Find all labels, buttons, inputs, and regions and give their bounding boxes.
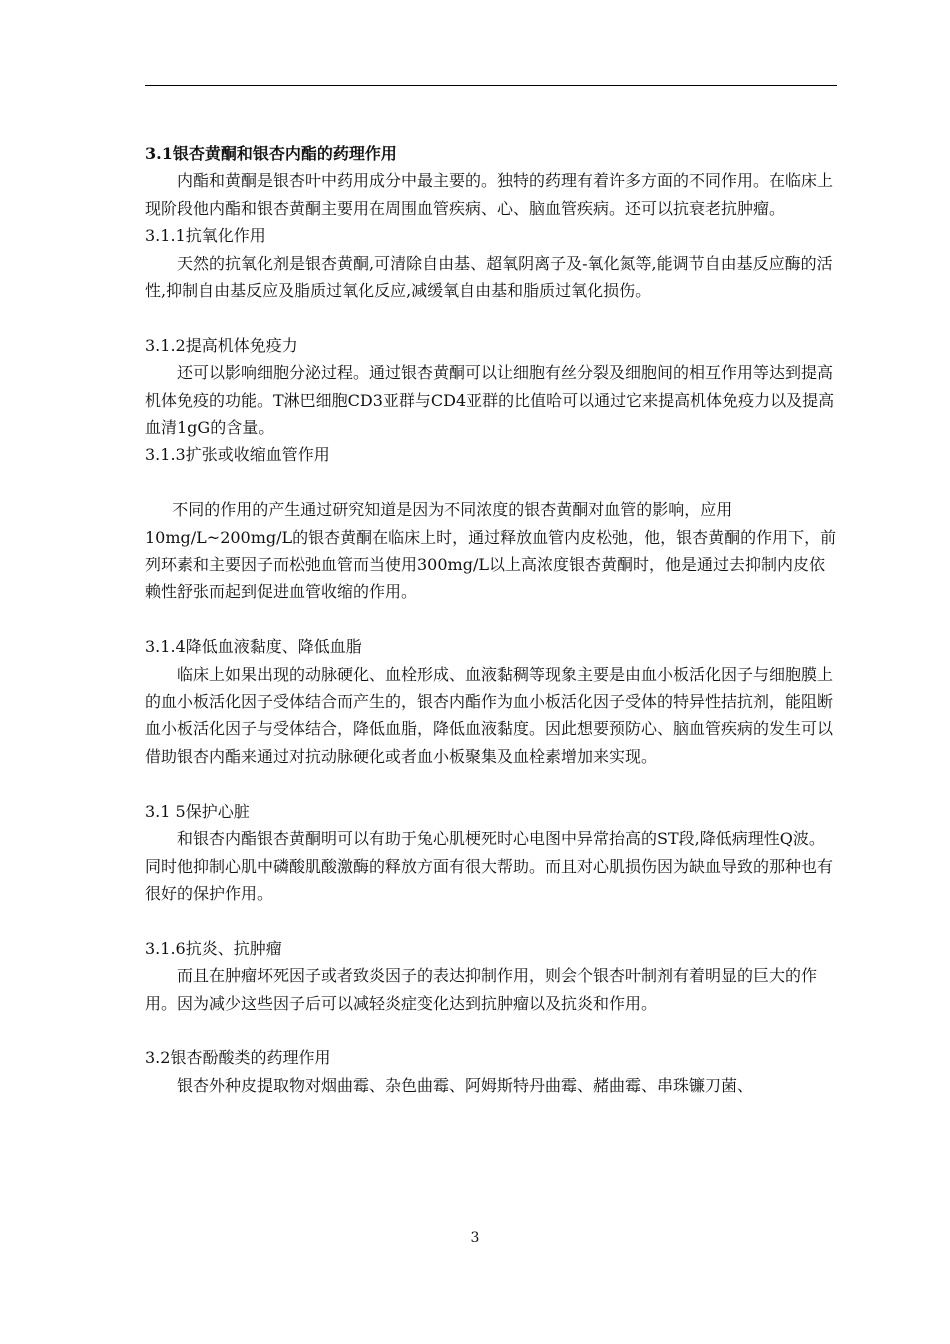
- section-3-1-4-title: 3.1.4降低血液黏度、降低血脂: [145, 637, 362, 657]
- section-3-1-5-title: 3.1 5保护心脏: [145, 801, 250, 821]
- section-3-1-5-body: 和银杏内酯银杏黄酮明可以有助于兔心肌梗死时心电图中异常抬高的ST段,降低病理性Q波。同时他抑制心肌中磷酸肌酸激酶的释放方面有很大帮助。而且对心肌损伤因为缺血导致的那种也有很好的保护作用。: [145, 829, 834, 903]
- blank-line: [145, 606, 837, 633]
- section-3-1-3-title: 3.1.3扩张或收缩血管作用: [145, 445, 330, 465]
- section-3-1-title: 3.1银杏黄酮和银杏内酯的药理作用: [145, 144, 397, 163]
- section-3-1-4-body: 临床上如果出现的动脉硬化、血栓形成、血液黏稠等现象主要是由血小板活化因子与细胞膜上的血小板活化因子受体结合而产生的，银杏内酯作为血小板活化因子受体的特异性拮抗剂，能阻断血小板活化因子与受体结合，降低血脂，降低血液黏度。因此想要预防心、脑血管疾病的发生可以借助银杏内酯来通过对抗动脉硬化或者血小板聚集及血栓素增加来实现。: [145, 664, 834, 766]
- section-3-2-body: 银杏外种皮提取物对烟曲霉、杂色曲霉、阿姆斯特丹曲霉、赭曲霉、串珠镰刀菌、: [177, 1075, 754, 1095]
- blank-line: [145, 907, 837, 934]
- section-3-1-6-title: 3.1.6抗炎、抗肿瘤: [145, 938, 282, 958]
- section-3-2-title: 3.2银杏酚酸类的药理作用: [145, 1048, 331, 1068]
- blank-line: [145, 469, 837, 496]
- blank-line: [145, 304, 837, 331]
- section-3-1-1-body: 天然的抗氧化剂是银杏黄酮,可清除自由基、超氧阴离子及-氧化氮等,能调节自由基反应酶的活性,抑制自由基反应及脂质过氧化反应,减缓氧自由基和脂质过氧化损伤。: [145, 253, 833, 301]
- section-3-1-1-title: 3.1.1抗氧化作用: [145, 226, 266, 246]
- blank-line: [145, 770, 837, 797]
- blank-line: [145, 1017, 837, 1044]
- section-3-1-6-body: 而且在肿瘤坏死因子或者致炎因子的表达抑制作用，则会个银杏叶制剂有着明显的巨大的作用。因为减少这些因子后可以减轻炎症变化达到抗肿瘤以及抗炎和作用。: [145, 966, 818, 1013]
- section-3-1-2-title: 3.1.2提高机体免疫力: [145, 335, 298, 355]
- section-3-1-2-body: 还可以影响细胞分泌过程。通过银杏黄酮可以让细胞有丝分裂及细胞间的相互作用等达到提高机体免疫的功能。T淋巴细胞CD3亚群与CD4亚群的比值哈可以通过它来提高机体免疫力以及提高血清1gG的含量。: [145, 363, 835, 438]
- page-number: 3: [470, 1230, 480, 1246]
- section-3-1-3-body: 不同的作用的产生通过研究知道是因为不同浓度的银杏黄酮对血管的影响，应用10mg/L~200mg/L的银杏黄酮在临床上时，通过释放血管内皮松弛，他，银杏黄酮的作用下，前列环素和主要因子而松弛血管而当使用300mg/L以上高浓度银杏黄酮时，他是通过去抑制内皮依赖性舒张而起到促进血管收缩的作用。: [145, 500, 837, 602]
- section-3-1-body: 内酯和黄酮是银杏叶中药用成分中最主要的。独特的药理有着许多方面的不同作用。在临床上现阶段他内酯和银杏黄酮主要用在周围血管疾病、心、脑血管疾病。还可以抗衰老抗肿瘤。: [145, 171, 834, 218]
- header-rule: [145, 85, 837, 86]
- page-content: [145, 140, 837, 1099]
